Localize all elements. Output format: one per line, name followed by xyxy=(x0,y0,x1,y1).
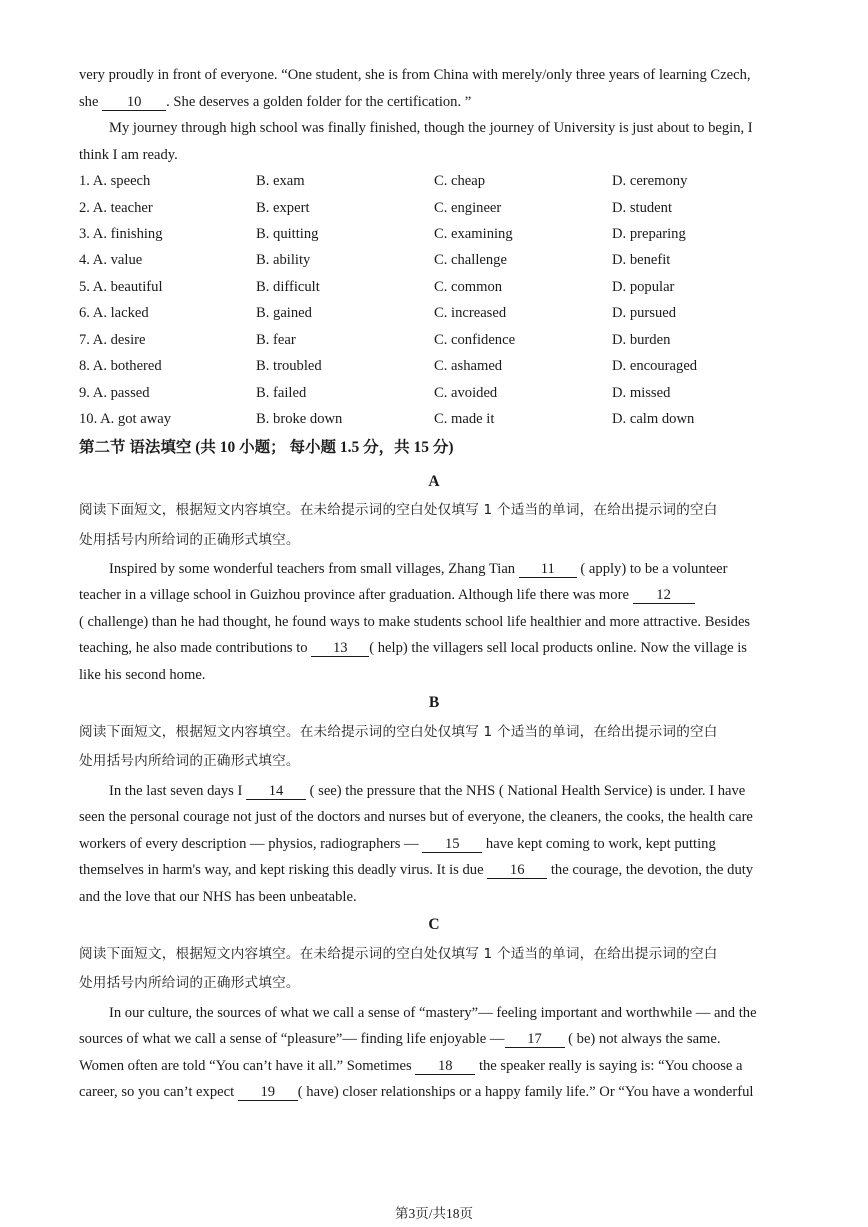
blank-10: 10 xyxy=(102,94,166,111)
option-b: B. expert xyxy=(256,200,310,216)
option-d: D. encouraged xyxy=(612,358,698,374)
option-row-3 xyxy=(79,224,791,244)
option-d: D. student xyxy=(612,200,672,216)
option-b: B. fear xyxy=(256,332,296,348)
option-b: B. failed xyxy=(256,385,307,401)
text: teacher in a village school in Guizhou province after graduation. Although life there was more xyxy=(79,587,633,603)
section-title: 第二节 语法填空 (共 10 小题； 每小题 1.5 分，共 15 分) xyxy=(79,439,454,456)
passage-line-2 xyxy=(79,92,789,112)
b-line-4 xyxy=(79,860,789,880)
b-line-2: seen the personal courage not just of the doctors and nurses but of everyone, the cleaners, the cooks, the health care xyxy=(79,809,753,825)
option-d: D. calm down xyxy=(612,411,695,427)
option-a: 1. A. speech xyxy=(79,173,151,189)
option-row-9 xyxy=(79,383,791,403)
a-line-5: like his second home. xyxy=(79,667,206,683)
option-a: 5. A. beautiful xyxy=(79,279,163,295)
option-row-2 xyxy=(79,198,791,218)
option-c: C. made it xyxy=(434,411,495,427)
option-row-6 xyxy=(79,303,791,323)
text: ( apply) to be a volunteer xyxy=(576,561,728,577)
option-a: 2. A. teacher xyxy=(79,200,153,216)
instruction-line-2: 处用括号内所给词的正确形式填空。 xyxy=(79,975,300,991)
text: have kept coming to work, kept putting xyxy=(482,836,716,852)
a-line-2 xyxy=(79,585,789,605)
blank-14: 14 xyxy=(246,783,306,800)
option-b: B. exam xyxy=(256,173,305,189)
option-d: D. ceremony xyxy=(612,173,688,189)
option-d: D. preparing xyxy=(612,226,686,242)
a-line-3: ( challenge) than he had thought, he found ways to make students school life healthier and more attractive. Besides xyxy=(79,614,751,630)
option-c: C. challenge xyxy=(434,252,507,268)
passage-letter-b: B xyxy=(428,694,440,711)
option-a: 3. A. finishing xyxy=(79,226,163,242)
instruction-line-1: 阅读下面短文，根据短文内容填空。在未给提示词的空白处仅填写 1 个适当的单词，在给出提示词的空白 xyxy=(79,502,718,518)
text: ( help) the villagers sell local products online. Now the village is xyxy=(369,640,747,656)
text: . She deserves a golden folder for the certification. ” xyxy=(166,94,472,110)
passage-line-1: very proudly in front of everyone. “One student, she is from China with merely/only three years of learning Czech, xyxy=(79,67,751,83)
text: Inspired by some wonderful teachers from small villages, Zhang Tian xyxy=(109,561,519,577)
text: Women often are told “You can’t have it all.” Sometimes xyxy=(79,1058,416,1074)
blank-13: 13 xyxy=(311,640,369,657)
option-a: 10. A. got away xyxy=(79,411,172,427)
option-c: C. examining xyxy=(434,226,513,242)
option-b: B. ability xyxy=(256,252,311,268)
c-line-3 xyxy=(79,1056,789,1076)
b-line-3 xyxy=(79,834,789,854)
option-b: B. gained xyxy=(256,305,312,321)
blank-17: 17 xyxy=(505,1031,565,1048)
option-c: C. cheap xyxy=(434,173,486,189)
a-line-1 xyxy=(109,559,789,579)
option-row-7 xyxy=(79,330,791,350)
b-line-5: and the love that our NHS has been unbeatable. xyxy=(79,889,357,905)
blank-19: 19 xyxy=(238,1084,298,1101)
text: the courage, the devotion, the duty xyxy=(547,862,754,878)
a-line-4 xyxy=(79,638,789,658)
option-row-5 xyxy=(79,277,791,297)
option-c: C. ashamed xyxy=(434,358,503,374)
text: teaching, he also made contributions to xyxy=(79,640,312,656)
option-row-1 xyxy=(79,171,791,191)
text: In the last seven days I xyxy=(109,783,246,799)
text: workers of every description — physios, radiographers — xyxy=(79,836,423,852)
option-c: C. engineer xyxy=(434,200,502,216)
option-c: C. confidence xyxy=(434,332,516,348)
instruction-line-1: 阅读下面短文，根据短文内容填空。在未给提示词的空白处仅填写 1 个适当的单词，在给出提示词的空白 xyxy=(79,946,718,962)
text: ( see) the pressure that the NHS ( National Health Service) is under. I have xyxy=(305,783,746,799)
blank-18: 18 xyxy=(415,1058,475,1075)
option-a: 9. A. passed xyxy=(79,385,150,401)
text: she xyxy=(79,94,103,110)
option-row-10 xyxy=(79,409,791,429)
option-d: D. popular xyxy=(612,279,675,295)
blank-15: 15 xyxy=(422,836,482,853)
c-line-4 xyxy=(79,1082,789,1102)
option-a: 8. A. bothered xyxy=(79,358,162,374)
text: ( be) not always the same. xyxy=(564,1031,721,1047)
instruction-line-1: 阅读下面短文，根据短文内容填空。在未给提示词的空白处仅填写 1 个适当的单词，在给出提示词的空白 xyxy=(79,724,718,740)
text: career, so you can’t expect xyxy=(79,1084,238,1100)
passage-letter-a: A xyxy=(428,473,440,490)
passage-line-4: think I am ready. xyxy=(79,147,178,163)
text: ( have) closer relationships or a happy family life.” Or “You have a wonderful xyxy=(297,1084,754,1100)
option-d: D. pursued xyxy=(612,305,677,321)
blank-12: 12 xyxy=(633,587,695,604)
option-c: C. common xyxy=(434,279,503,295)
text: themselves in harm's way, and kept risking this deadly virus. It is due xyxy=(79,862,488,878)
text: sources of what we call a sense of “pleasure”— finding life enjoyable — xyxy=(79,1031,505,1047)
option-c: C. increased xyxy=(434,305,507,321)
option-row-4 xyxy=(79,250,791,270)
blank-11: 11 xyxy=(519,561,577,578)
option-d: D. benefit xyxy=(612,252,671,268)
blank-16: 16 xyxy=(487,862,547,879)
option-a: 7. A. desire xyxy=(79,332,146,348)
option-b: B. difficult xyxy=(256,279,320,295)
option-d: D. missed xyxy=(612,385,671,401)
b-line-1 xyxy=(109,781,789,801)
option-row-8 xyxy=(79,356,791,376)
option-d: D. burden xyxy=(612,332,671,348)
instruction-line-2: 处用括号内所给词的正确形式填空。 xyxy=(79,753,300,769)
option-b: B. broke down xyxy=(256,411,343,427)
text: the speaker really is saying is: “You choose a xyxy=(475,1058,743,1074)
passage-letter-c: C xyxy=(428,916,440,933)
option-b: B. troubled xyxy=(256,358,322,374)
passage-line-3: My journey through high school was finally finished, though the journey of University is just about to begin, I xyxy=(109,120,753,136)
c-line-2 xyxy=(79,1029,789,1049)
page-number: 第3页/共18页 xyxy=(394,1206,473,1221)
option-b: B. quitting xyxy=(256,226,319,242)
option-a: 6. A. lacked xyxy=(79,305,149,321)
option-a: 4. A. value xyxy=(79,252,143,268)
instruction-line-2: 处用括号内所给词的正确形式填空。 xyxy=(79,532,300,548)
option-c: C. avoided xyxy=(434,385,498,401)
c-line-1: In our culture, the sources of what we call a sense of “mastery”— feeling important and worthwhile — and the xyxy=(109,1005,757,1021)
